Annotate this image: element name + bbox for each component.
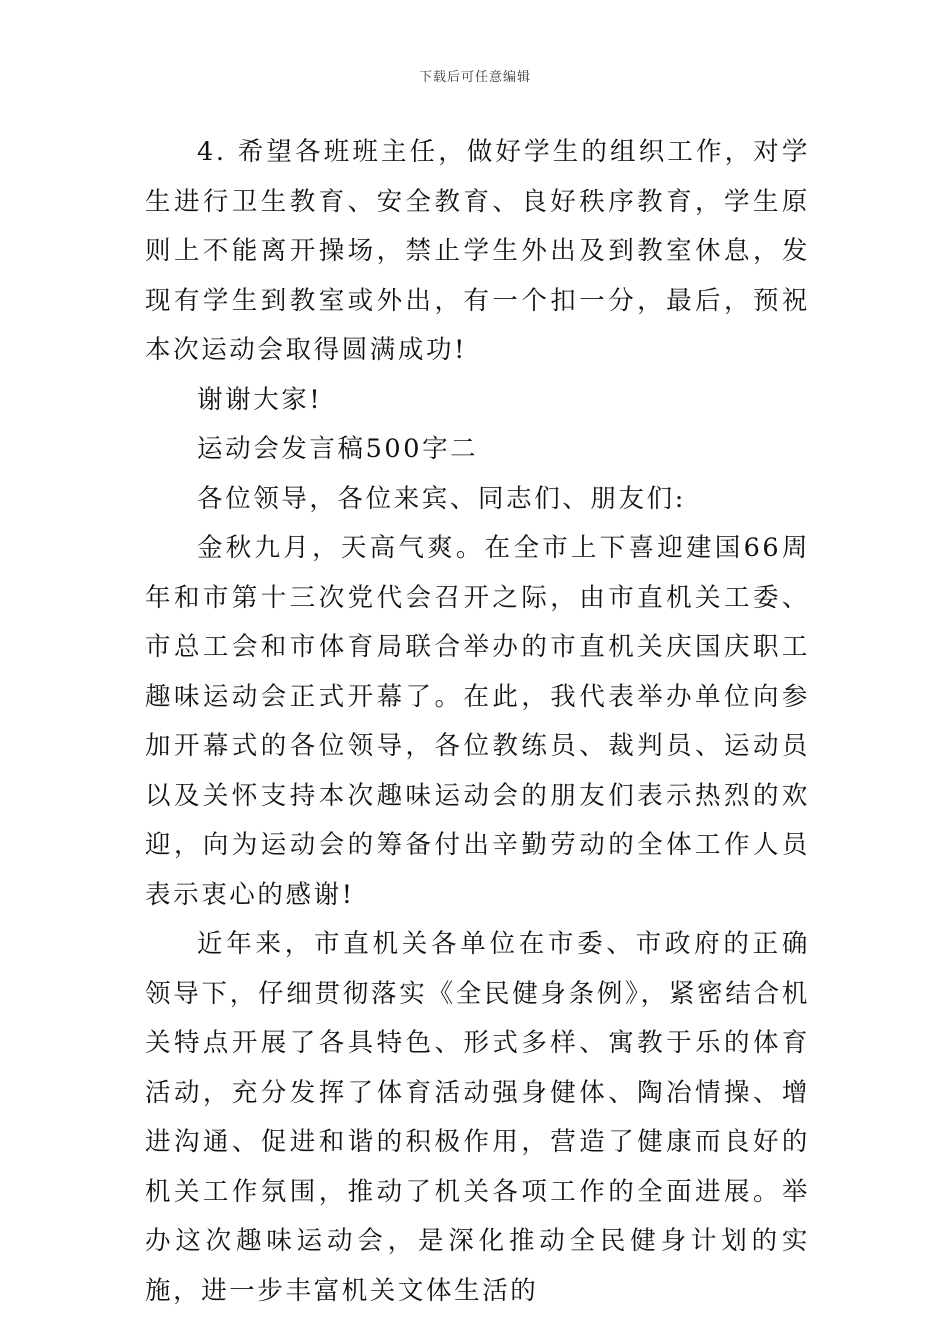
page-header-note: 下载后可任意编辑 — [418, 70, 531, 85]
paragraph-opening: 金秋九月，天高气爽。在全市上下喜迎建国66周年和市第十三次党代会召开之际，由市直机关工委、市总工会和市体育局联合举办的市直机关庆国庆职工趣味运动会正式开幕了。在此，我代表举办单位向参加开幕式的各位领导，各位教练员、裁判员、运动员以及关怀支持本次趣味运动会的朋友们表示热烈的欢迎，向为运动会的筹备付出辛勤劳动的全体工作人员表示衷心的感谢! — [145, 533, 810, 910]
document-body — [145, 128, 810, 1316]
paragraph-salutation: 各位领导，各位来宾、同志们、朋友们: — [197, 483, 686, 514]
paragraph-class-teacher-instructions: 4. 希望各班班主任，做好学生的组织工作，对学生进行卫生教育、安全教育、良好秩序教育，学生原则上不能离开操场，禁止学生外出及到教室休息，发现有学生到教室或外出，有一个扣一分，最后，预祝本次运动会取得圆满成功! — [145, 137, 810, 365]
paragraph-recent-years: 近年来，市直机关各单位在市委、市政府的正确领导下，仔细贯彻落实《全民健身条例》，紧密结合机关特点开展了各具特色、形式多样、寓教于乐的体育活动，充分发挥了体育活动强身健体、陶冶情操、增进沟通、促进和谐的积极作用，营造了健康而良好的机关工作氛围，推动了机关各项工作的全面进展。举办这次趣味运动会，是深化推动全民健身计划的实施，进一步丰富机关文体生活的 — [145, 929, 810, 1306]
paragraph-thanks: 谢谢大家! — [197, 384, 323, 415]
section-title: 运动会发言稿500字二 — [197, 434, 479, 464]
